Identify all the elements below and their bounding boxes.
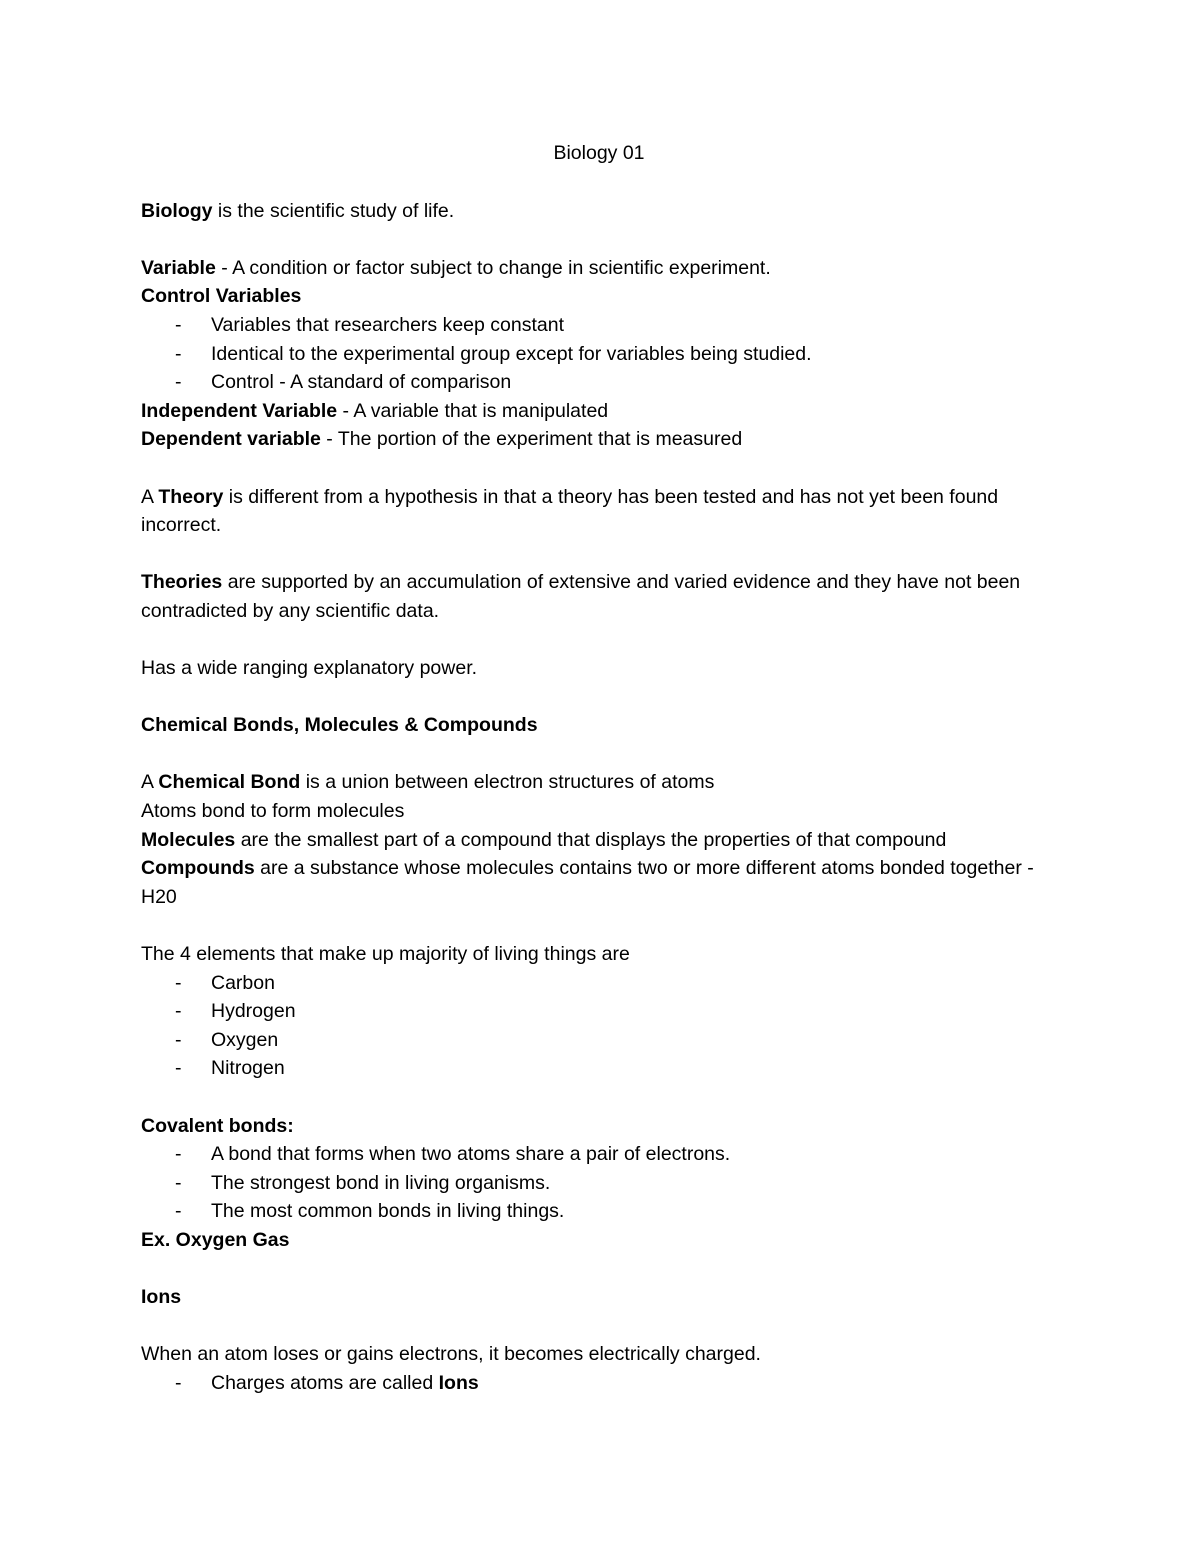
list-item: - The most common bonds in living things. xyxy=(175,1200,565,1223)
biology-term: Biology xyxy=(141,199,213,222)
chemical-bond-definition: A Chemical Bond is a union between electron structures of atoms xyxy=(141,771,715,794)
explanatory-power-text: Has a wide ranging explanatory power. xyxy=(141,657,478,680)
covalent-bonds-heading: Covalent bonds: xyxy=(141,1114,294,1137)
atoms-bond-text: Atoms bond to form molecules xyxy=(141,800,405,823)
list-item: - Charges atoms are called Ions xyxy=(175,1371,479,1394)
list-item: - Oxygen xyxy=(175,1028,279,1051)
list-item: - Variables that researchers keep constant xyxy=(175,313,564,336)
elements-intro: The 4 elements that make up majority of living things are xyxy=(141,943,630,966)
list-item: - Hydrogen xyxy=(175,1000,296,1023)
list-item: - Identical to the experimental group except for variables being studied. xyxy=(175,342,812,365)
dependent-variable-definition: Dependent variable - The portion of the experiment that is measured xyxy=(141,428,743,451)
list-item: - Control - A standard of comparison xyxy=(175,371,512,394)
list-item: - The strongest bond in living organisms. xyxy=(175,1171,551,1194)
control-variables-heading: Control Variables xyxy=(141,285,302,308)
section-heading-chemical-bonds: Chemical Bonds, Molecules & Compounds xyxy=(141,714,538,737)
biology-definition: Biology is the scientific study of life. xyxy=(141,199,455,222)
theory-paragraph: A Theory is different from a hypothesis in that a theory has been tested and has not yet been found incorrect. xyxy=(141,485,999,537)
theories-paragraph: Theories are supported by an accumulation of extensive and varied evidence and they have not been contradicted by any scientific data. xyxy=(141,571,1021,622)
independent-variable-definition: Independent Variable - A variable that is manipulated xyxy=(141,399,609,422)
variable-definition: Variable - A condition or factor subject to change in scientific experiment. xyxy=(141,256,771,279)
page-title: Biology 01 xyxy=(553,142,645,164)
molecules-definition: Molecules are the smallest part of a compound that displays the properties of that compound xyxy=(141,828,947,851)
covalent-example: Ex. Oxygen Gas xyxy=(141,1228,290,1251)
compounds-definition: Compounds are a substance whose molecules contains two or more different atoms bonded together - H20 xyxy=(141,857,1034,908)
ions-heading: Ions xyxy=(141,1286,182,1309)
ions-text: When an atom loses or gains electrons, it becomes electrically charged. xyxy=(141,1343,761,1366)
list-item: - Nitrogen xyxy=(175,1057,285,1080)
document-content xyxy=(141,139,1041,1398)
list-item: - Carbon xyxy=(175,971,275,994)
variable-term: Variable xyxy=(141,256,216,279)
list-item: - A bond that forms when two atoms share a pair of electrons. xyxy=(175,1143,731,1166)
